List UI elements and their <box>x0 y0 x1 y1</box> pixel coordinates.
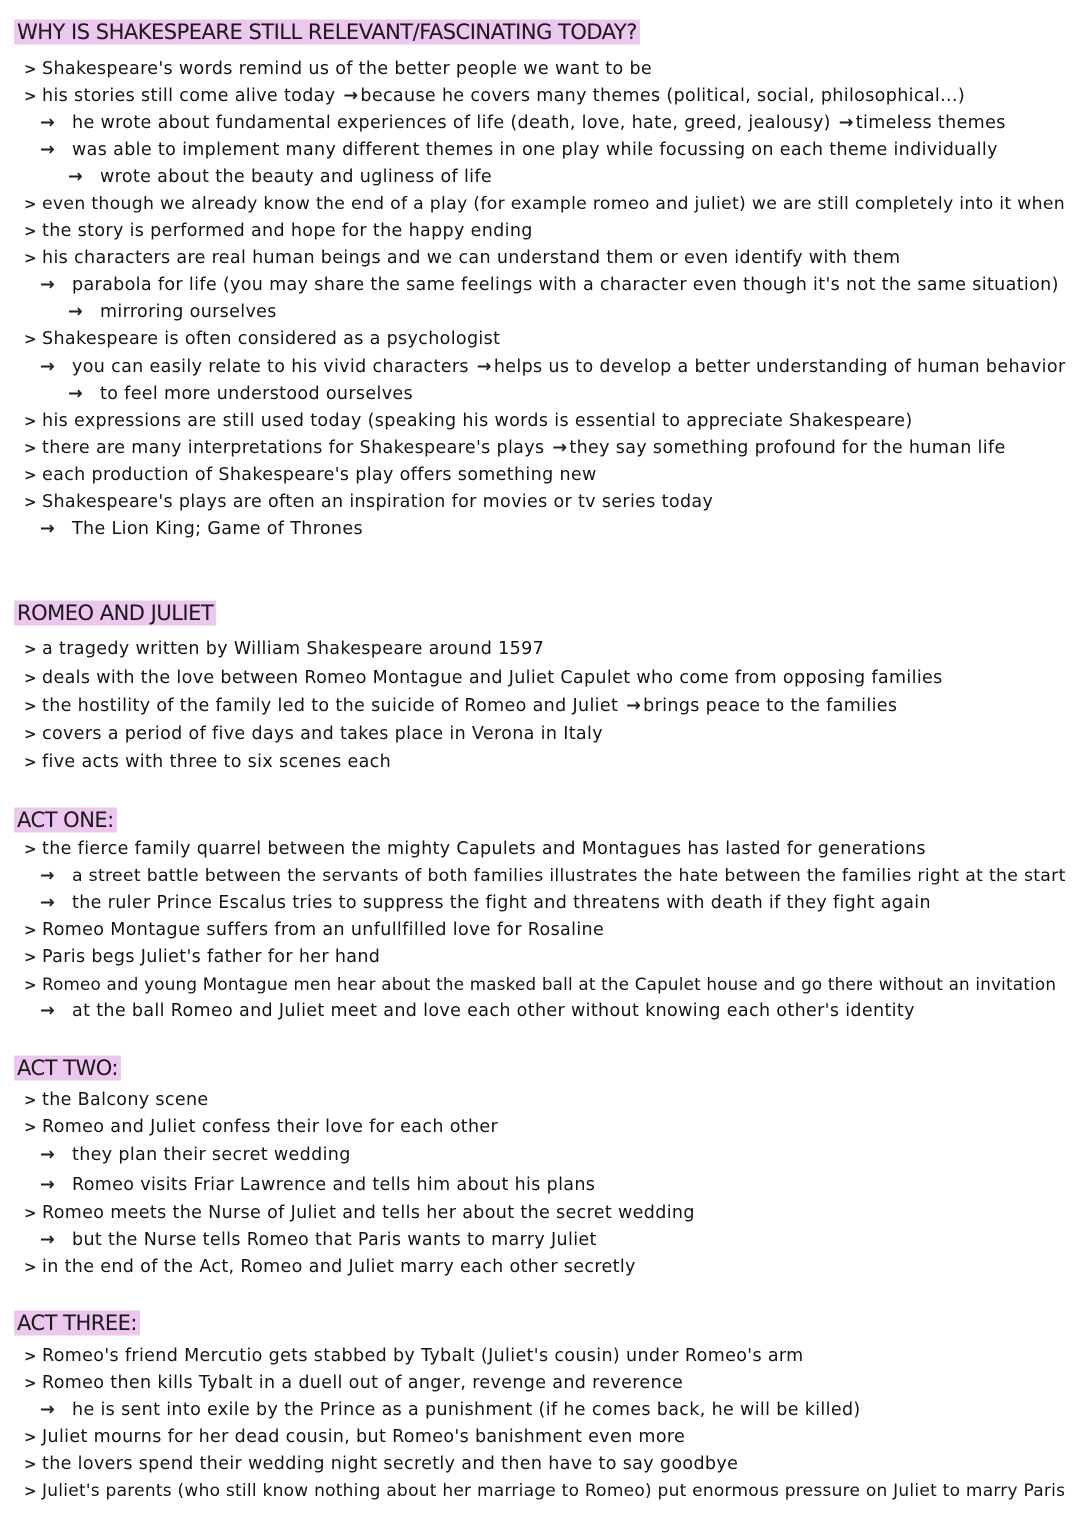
bullet-line: > a tragedy written by William Shakespeare around 1597 <box>24 639 545 659</box>
bullet-icon: > <box>24 195 37 213</box>
bullet-line: > the hostility of the family led to the suicide of Romeo and Juliet → brings peace to the families <box>24 696 898 716</box>
bullet-line: > there are many interpretations for Shakespeare's plays → they say something profound for the human life <box>24 438 1006 458</box>
arrow-icon: → <box>40 357 56 377</box>
bullet-icon: > <box>24 1374 37 1392</box>
bullet-line: > even though we already know the end of a play (for example romeo and juliet) we are still completely into it when <box>24 194 1066 214</box>
arrow-line: → to feel more understood ourselves <box>68 384 413 404</box>
bullet-icon: > <box>24 1118 37 1136</box>
bullet-icon: > <box>24 753 37 771</box>
arrow-icon: → <box>40 866 55 886</box>
bullet-icon: > <box>24 439 37 457</box>
bullet-line: > Romeo meets the Nurse of Juliet and tells her about the secret wedding <box>24 1203 695 1223</box>
bullet-line: > Juliet's parents (who still know nothing about her marriage to Romeo) put enormous pressure on Juliet to marry Paris <box>24 1481 1066 1501</box>
bullet-line: > each production of Shakespeare's play offers something new <box>24 465 597 485</box>
arrow-icon: → <box>838 113 854 133</box>
bullet-line: > the Balcony scene <box>24 1090 209 1110</box>
bullet-line: > Shakespeare is often considered as a psychologist <box>24 329 501 349</box>
section-heading: ACT THREE: <box>14 1309 140 1337</box>
arrow-icon: → <box>40 140 56 160</box>
arrow-icon: → <box>40 1175 56 1195</box>
bullet-line: > five acts with three to six scenes each <box>24 752 392 772</box>
arrow-line: → was able to implement many different themes in one play while focussing on each theme individually <box>40 140 998 160</box>
arrow-icon: → <box>40 113 56 133</box>
bullet-line: > Shakespeare's words remind us of the better people we want to be <box>24 59 653 79</box>
section-heading: WHY IS SHAKESPEARE STILL RELEVANT/FASCINATING TODAY? <box>14 18 640 46</box>
bullet-line: > his characters are real human beings and we can understand them or even identify with them <box>24 248 901 268</box>
arrow-icon: → <box>68 302 84 322</box>
arrow-icon: → <box>40 893 56 913</box>
bullet-line: > Shakespeare's plays are often an inspiration for movies or tv series today <box>24 492 714 512</box>
bullet-line: > the fierce family quarrel between the mighty Capulets and Montagues has lasted for generations <box>24 839 926 859</box>
bullet-line: > Juliet mourns for her dead cousin, but Romeo's banishment even more <box>24 1427 686 1447</box>
bullet-icon: > <box>24 948 37 966</box>
bullet-icon: > <box>24 669 37 687</box>
arrow-icon: → <box>40 1001 56 1021</box>
arrow-line: → a street battle between the servants of both families illustrates the hate between the families right at the start <box>40 866 1066 886</box>
arrow-icon: → <box>68 167 84 187</box>
bullet-icon: > <box>24 1428 37 1446</box>
bullet-line: > the lovers spend their wedding night secretly and then have to say goodbye <box>24 1454 739 1474</box>
arrow-icon: → <box>40 1400 56 1420</box>
bullet-line: > Romeo's friend Mercutio gets stabbed by Tybalt (Juliet's cousin) under Romeo's arm <box>24 1346 804 1366</box>
bullet-icon: > <box>24 1482 37 1500</box>
bullet-line: > in the end of the Act, Romeo and Juliet marry each other secretly <box>24 1257 636 1277</box>
arrow-line: → Romeo visits Friar Lawrence and tells him about his plans <box>40 1175 596 1195</box>
arrow-line: → wrote about the beauty and ugliness of life <box>68 167 493 187</box>
arrow-line: → parabola for life (you may share the same feelings with a character even though it's not the same situation) <box>40 275 1059 295</box>
bullet-line: > covers a period of five days and takes place in Verona in Italy <box>24 724 603 744</box>
arrow-line: → he wrote about fundamental experiences of life (death, love, hate, greed, jealousy) → timeless themes <box>40 113 1006 133</box>
arrow-icon: → <box>40 275 56 295</box>
bullet-icon: > <box>24 1204 37 1222</box>
arrow-icon: → <box>40 1145 56 1165</box>
bullet-icon: > <box>24 87 37 105</box>
arrow-icon: → <box>343 86 359 106</box>
arrow-icon: → <box>40 519 56 539</box>
bullet-icon: > <box>24 493 37 511</box>
section-heading: ACT ONE: <box>14 806 117 834</box>
bullet-line: > his expressions are still used today (speaking his words is essential to appreciate Shakespeare) <box>24 411 913 431</box>
arrow-line: → The Lion King; Game of Thrones <box>40 519 363 539</box>
bullet-icon: > <box>24 1455 37 1473</box>
bullet-icon: > <box>24 840 37 858</box>
bullet-icon: > <box>24 921 37 939</box>
bullet-icon: > <box>24 1258 37 1276</box>
bullet-icon: > <box>24 330 37 348</box>
arrow-line: → at the ball Romeo and Juliet meet and love each other without knowing each other's identity <box>40 1001 915 1021</box>
bullet-line: > Paris begs Juliet's father for her hand <box>24 947 381 967</box>
bullet-icon: > <box>24 976 37 994</box>
arrow-icon: → <box>68 384 84 404</box>
section-heading: ROMEO AND JULIET <box>14 599 216 627</box>
arrow-icon: → <box>476 357 492 377</box>
bullet-icon: > <box>24 249 37 267</box>
bullet-icon: > <box>24 1347 37 1365</box>
bullet-icon: > <box>24 640 37 658</box>
section-heading: ACT TWO: <box>14 1054 121 1082</box>
bullet-icon: > <box>24 222 37 240</box>
arrow-line: → he is sent into exile by the Prince as a punishment (if he comes back, he will be killed) <box>40 1400 861 1420</box>
arrow-line: → mirroring ourselves <box>68 302 277 322</box>
bullet-line: > Romeo and Juliet confess their love for each other <box>24 1117 499 1137</box>
bullet-icon: > <box>24 697 37 715</box>
bullet-line: > Romeo Montague suffers from an unfullfilled love for Rosaline <box>24 920 605 940</box>
arrow-line: → but the Nurse tells Romeo that Paris wants to marry Juliet <box>40 1230 597 1250</box>
bullet-line: > his stories still come alive today → because he covers many themes (political, social, philosophical...) <box>24 86 966 106</box>
bullet-line: > Romeo then kills Tybalt in a duell out of anger, revenge and reverence <box>24 1373 684 1393</box>
bullet-line: > deals with the love between Romeo Montague and Juliet Capulet who come from opposing families <box>24 668 943 688</box>
arrow-icon: → <box>552 438 568 458</box>
bullet-icon: > <box>24 1091 37 1109</box>
arrow-icon: → <box>626 696 642 716</box>
bullet-icon: > <box>24 725 37 743</box>
bullet-icon: > <box>24 466 37 484</box>
bullet-line: > Romeo and young Montague men hear about the masked ball at the Capulet house and go there without an invitation <box>24 974 1057 994</box>
arrow-line: → they plan their secret wedding <box>40 1145 351 1165</box>
bullet-icon: > <box>24 60 37 78</box>
bullet-icon: > <box>24 412 37 430</box>
arrow-line: → the ruler Prince Escalus tries to suppress the fight and threatens with death if they fight again <box>40 893 931 913</box>
arrow-line: → you can easily relate to his vivid characters → helps us to develop a better understanding of human behavior <box>40 357 1066 377</box>
bullet-line: > the story is performed and hope for the happy ending <box>24 221 533 241</box>
arrow-icon: → <box>40 1230 56 1250</box>
